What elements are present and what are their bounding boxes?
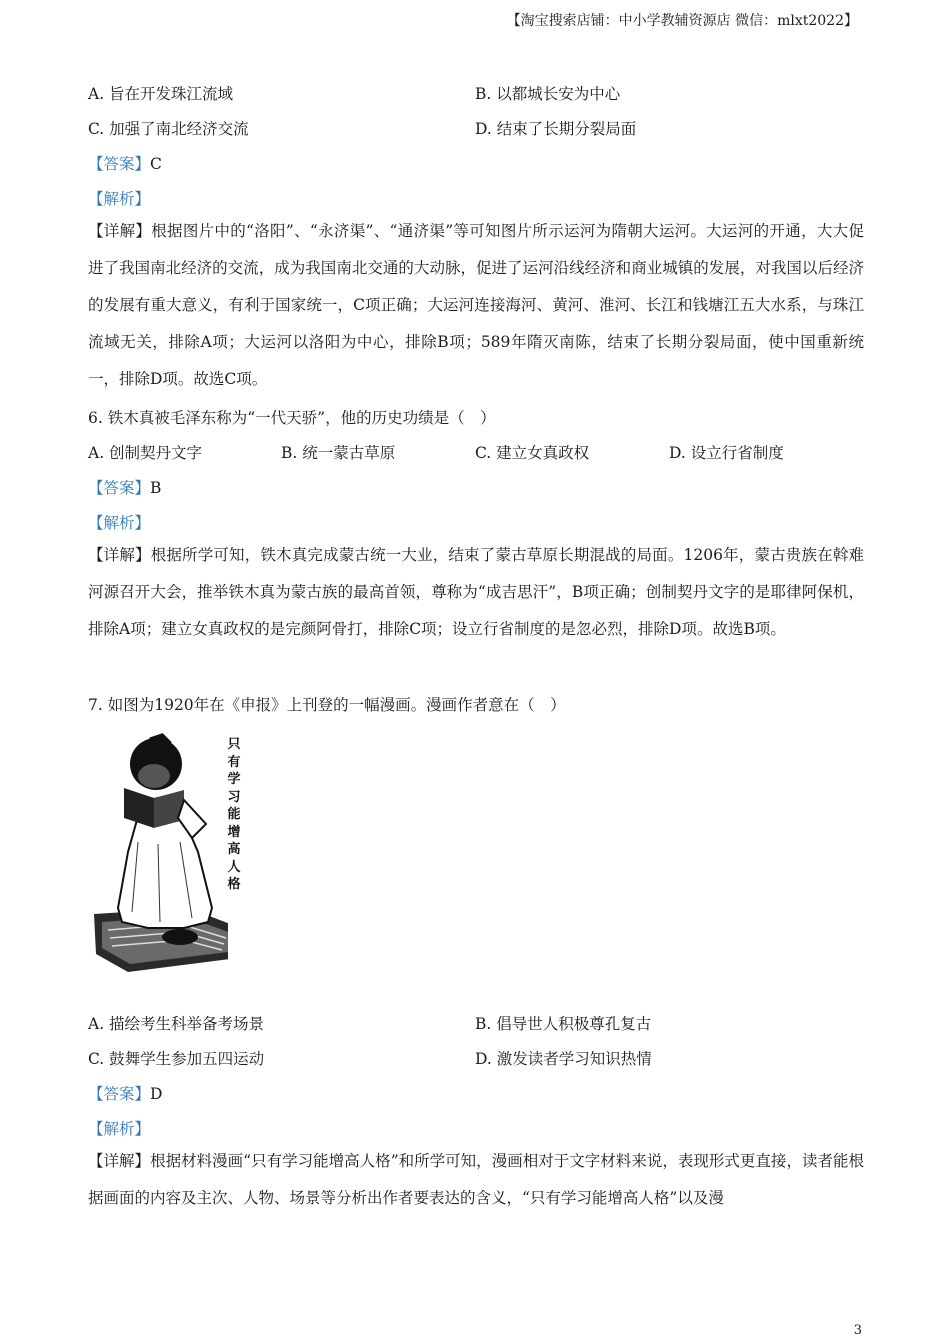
answer-tag: 【答案】 <box>88 1085 151 1103</box>
q6-detail <box>88 537 864 648</box>
q6-answer <box>88 476 161 498</box>
q6-option-b: B. 统一蒙古草原 <box>281 444 396 462</box>
q5-option-a: A. 旨在开发珠江流域 <box>88 85 234 103</box>
page-number: 3 <box>853 1323 862 1338</box>
q6-stem: 6. 铁木真被毛泽东称为“一代天骄”，他的历史功绩是（ ） <box>88 409 496 427</box>
q5-option-b: B. 以都城长安为中心 <box>475 85 621 103</box>
q6-analysis-tag: 【解析】 <box>88 514 151 532</box>
answer-tag: 【答案】 <box>88 155 151 173</box>
answer-value: B <box>150 479 162 497</box>
q6-option-d: D. 设立行省制度 <box>669 444 784 462</box>
answer-value: D <box>150 1085 163 1103</box>
detail-text: 根据所学可知，铁木真完成蒙古统一大业，结束了蒙古草原长期混战的局面。1206年，蒙古贵族在斡难河源召开大会，推举铁木真为蒙古族的最高首领，尊称为“成吉思汗”，B项正确；创制契丹文字的是耶律阿保机，排除A项；建立女真政权的是完颜阿骨打，排除C项；设立行省制度的是忽必烈，排除D项。故选B项。 <box>88 546 864 638</box>
q7-detail <box>88 1143 864 1217</box>
detail-tag: 【详解】 <box>88 222 152 240</box>
q7-option-c: C. 鼓舞学生参加五四运动 <box>88 1050 265 1068</box>
q7-option-a: A. 描绘考生科举备考场景 <box>88 1015 265 1033</box>
q5-option-d: D. 结束了长期分裂局面 <box>475 120 637 138</box>
detail-tag: 【详解】 <box>88 546 151 564</box>
q6-option-c: C. 建立女真政权 <box>475 444 590 462</box>
q7-analysis-tag: 【解析】 <box>88 1120 151 1138</box>
detail-tag: 【详解】 <box>88 1152 151 1170</box>
answer-tag: 【答案】 <box>88 479 151 497</box>
answer-value: C <box>150 155 162 173</box>
q6-option-a: A. 创制契丹文字 <box>88 444 203 462</box>
q5-option-c: C. 加强了南北经济交流 <box>88 120 249 138</box>
q7-stem: 7. 如图为1920年在《申报》上刊登的一幅漫画。漫画作者意在（ ） <box>88 696 566 714</box>
q5-analysis-tag: 【解析】 <box>88 190 151 208</box>
cartoon-image <box>88 732 253 982</box>
q5-detail <box>88 213 864 398</box>
detail-text: 根据图片中的“洛阳”、“永济渠”、“通济渠”等可知图片所示运河为隋朝大运河。大运河的开通，大大促进了我国南北经济的交流，成为我国南北交通的大动脉，促进了运河沿线经济和商业城镇的发展，对我国以后经济的发展有重大意义，有利于国家统一，C项正确；大运河连接海河、黄河、淮河、长江和钱塘江五大水系，与珠江流域无关，排除A项；大运河以洛阳为中心，排除B项；589年隋灭南陈，结束了长期分裂局面，使中国重新统一，排除D项。故选C项。 <box>88 222 864 388</box>
q7-option-b: B. 倡导世人积极尊孔复古 <box>475 1015 652 1033</box>
cartoon-caption: 只 有 学 习 能 增 高 人 格 <box>227 737 241 892</box>
q7-answer <box>88 1082 162 1104</box>
q5-answer <box>88 152 162 174</box>
q7-option-d: D. 激发读者学习知识热情 <box>475 1050 652 1068</box>
detail-text: 根据材料漫画“只有学习能增高人格”和所学可知，漫画相对于文字材料来说，表现形式更直接，读者能根据画面的内容及主次、人物、场景等分析出作者要表达的含义，“只有学习能增高人格”以及漫 <box>88 1152 864 1207</box>
reading-woman-illustration <box>88 732 228 977</box>
page-header-banner: 【淘宝搜索店铺：中小学教辅资源店 微信：mlxt2022】 <box>506 13 858 29</box>
